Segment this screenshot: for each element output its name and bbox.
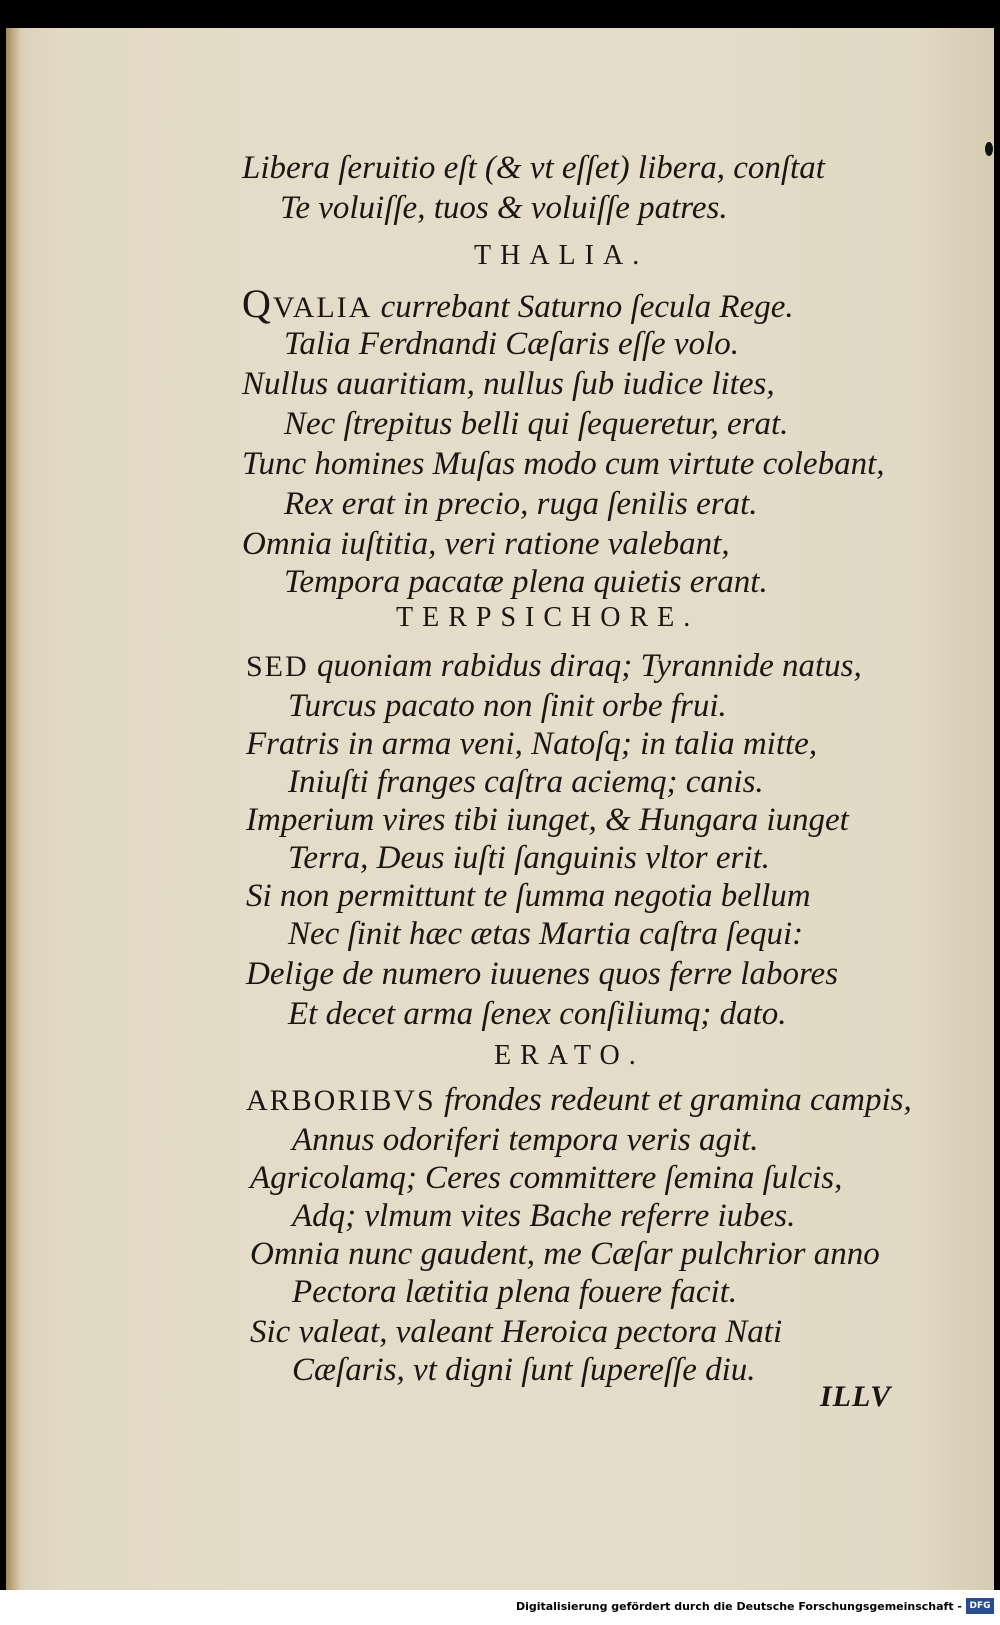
verse-line: Nec ſtrepitus belli qui ſequeretur, erat.: [284, 406, 789, 442]
section-heading-erato: ERATO.: [494, 1040, 645, 1071]
verse-line-text: frondes redeunt et gramina campis,: [443, 1082, 912, 1118]
verse-line: Tempora pacatæ plena quietis erant.: [284, 564, 768, 600]
verse-line: Te voluiſſe, tuos & voluiſſe patres.: [280, 190, 728, 226]
verse-line: Si non permittunt te ſumma negotia bellum: [246, 878, 811, 914]
verse-line: Iniuſti franges caſtra aciemq; canis.: [288, 764, 764, 800]
initial-capital: QVALIA: [242, 281, 373, 326]
verse-line-text: quoniam rabidus diraq; Tyrannide natus,: [316, 648, 862, 684]
verse-line: Imperium vires tibi iunget, & Hungara iunget: [246, 802, 849, 838]
verse-line: Annus odoriferi tempora veris agit.: [292, 1122, 759, 1158]
verse-line: Cæſaris, vt digni ſunt ſupereſſe diu.: [292, 1352, 756, 1388]
verse-line: Tunc homines Muſas modo cum virtute colebant,: [242, 446, 885, 482]
verse-line: Sic valeat, valeant Heroica pectora Nati: [250, 1314, 783, 1350]
verse-line: Nec ſinit hæc ætas Martia caſtra ſequi:: [288, 916, 804, 952]
verse-line: Talia Ferdnandi Cæſaris eſſe volo.: [284, 326, 739, 362]
verse-line: Et decet arma ſenex conſiliumq; dato.: [288, 996, 787, 1032]
verse-line: Terra, Deus iuſti ſanguinis vltor erit.: [288, 840, 770, 876]
ink-mark: [985, 142, 993, 156]
verse-line: Rex erat in precio, ruga ſenilis erat.: [284, 486, 758, 522]
funding-credit: Digitalisierung gefördert durch die Deutsche Forschungsgemeinschaft -: [515, 1600, 962, 1613]
verse-line-first: [246, 646, 862, 687]
verse-line: Omnia iuſtitia, veri ratione valebant,: [242, 526, 730, 562]
verse-line: Pectora lætitia plena fouere facit.: [292, 1274, 738, 1310]
dfg-logo: DFG: [966, 1598, 994, 1614]
section-heading-terpsichore: TERPSICHORE.: [396, 602, 700, 633]
initial-capital: SED: [246, 650, 309, 683]
catchword: ILLV: [820, 1380, 892, 1413]
page-gutter: [6, 28, 20, 1590]
verse-line-text: currebant Saturno ſecula Rege.: [380, 289, 794, 325]
verse-line: Fratris in arma veni, Natoſq; in talia mitte,: [246, 726, 818, 762]
verse-line: Nullus auaritiam, nullus ſub iudice lites,: [242, 366, 775, 402]
initial-capital: ARBORIBVS: [246, 1084, 436, 1117]
verse-line: Adq; vlmum vites Bache referre iubes.: [292, 1198, 796, 1234]
verse-line: Omnia nunc gaudent, me Cæſar pulchrior anno: [250, 1236, 880, 1272]
footer-bar: [0, 1590, 1000, 1625]
verse-line: Delige de numero iuuenes quos ferre labores: [246, 956, 839, 992]
verse-line: Libera ſeruitio eſt (& vt eſſet) libera, conſtat: [242, 150, 825, 186]
verse-line-first: [242, 281, 794, 328]
verse-line: Turcus pacato non ſinit orbe frui.: [288, 688, 727, 724]
section-heading-thalia: THALIA.: [474, 240, 649, 271]
verse-line-first: [246, 1080, 912, 1121]
verse-line: Agricolamq; Ceres committere ſemina ſulcis,: [250, 1160, 843, 1196]
